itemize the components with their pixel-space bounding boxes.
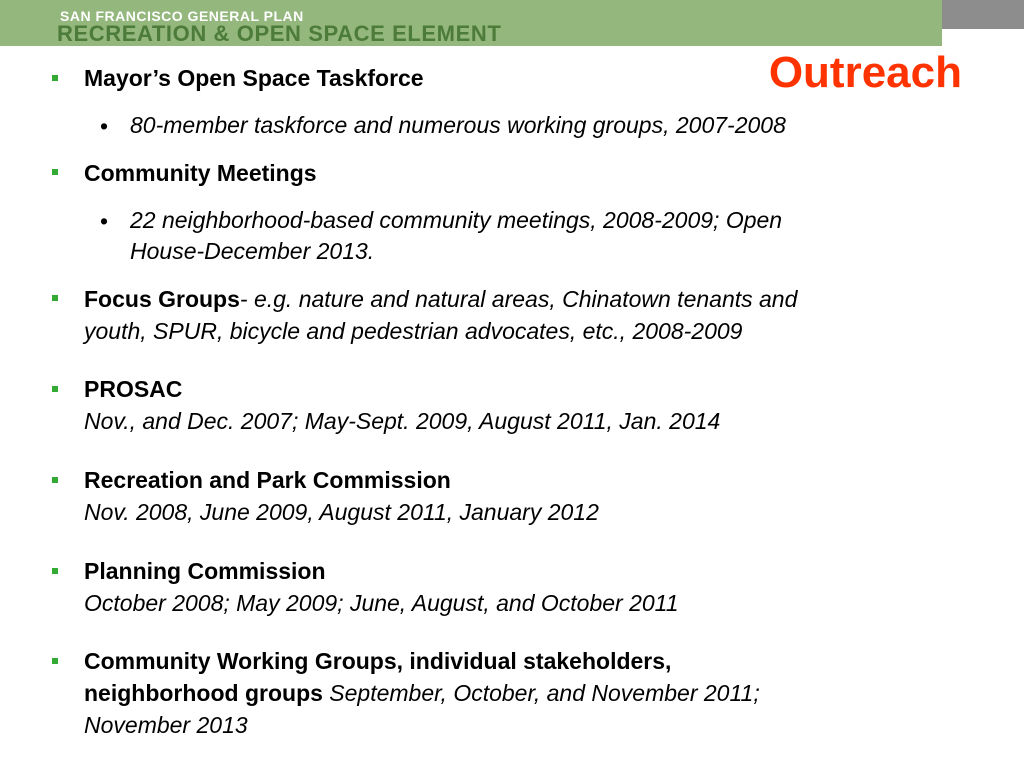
- item-detail: Nov., and Dec. 2007; May-Sept. 2009, August 2011, Jan. 2014: [84, 408, 721, 434]
- item-heading: Recreation and Park Commission: [84, 467, 451, 493]
- bullet-icon: [52, 295, 58, 301]
- item-detail: Nov. 2008, June 2009, August 2011, January 2012: [84, 499, 599, 525]
- header-banner: [0, 0, 942, 46]
- bullet-icon: [52, 477, 58, 483]
- item-heading: Community Meetings: [84, 160, 317, 186]
- bullet-icon: [52, 658, 58, 664]
- item-subpoint-line: House-December 2013.: [130, 238, 375, 264]
- bullet-icon: [52, 169, 58, 175]
- item-heading-line: neighborhood groups: [84, 680, 323, 706]
- bullet-icon: [52, 386, 58, 392]
- sub-bullet-icon: •: [100, 113, 109, 139]
- header-element-name: RECREATION & OPEN SPACE ELEMENT: [57, 21, 502, 46]
- item-detail-line: November 2013: [84, 712, 248, 738]
- item-heading: Focus Groups: [84, 286, 240, 312]
- slide-title: Outreach: [768, 48, 962, 97]
- item-subpoint: 80-member taskforce and numerous working groups, 2007-2008: [130, 112, 786, 138]
- item-line: [84, 677, 984, 709]
- item-subpoint-line: 22 neighborhood-based community meetings, 2008-2009; Open: [130, 207, 783, 233]
- item-heading-line: Community Working Groups, individual stakeholders,: [84, 648, 672, 674]
- header-org-name: SAN FRANCISCO GENERAL PLAN: [60, 8, 304, 24]
- item-heading: Planning Commission: [84, 558, 326, 584]
- bullet-icon: [52, 568, 58, 574]
- item-detail-line: youth, SPUR, bicycle and pedestrian advocates, etc., 2008-2009: [84, 318, 743, 344]
- item-detail: - e.g. nature and natural areas, Chinatown tenants and: [239, 286, 798, 312]
- item-line: [84, 283, 984, 315]
- item-detail: October 2008; May 2009; June, August, and October 2011: [84, 590, 679, 616]
- header-accent-bar: [942, 0, 1024, 29]
- item-heading: Mayor’s Open Space Taskforce: [84, 65, 424, 91]
- item-heading: PROSAC: [84, 376, 183, 402]
- bullet-icon: [52, 75, 58, 81]
- item-detail: September, October, and November 2011;: [329, 680, 760, 706]
- sub-bullet-icon: •: [100, 208, 109, 234]
